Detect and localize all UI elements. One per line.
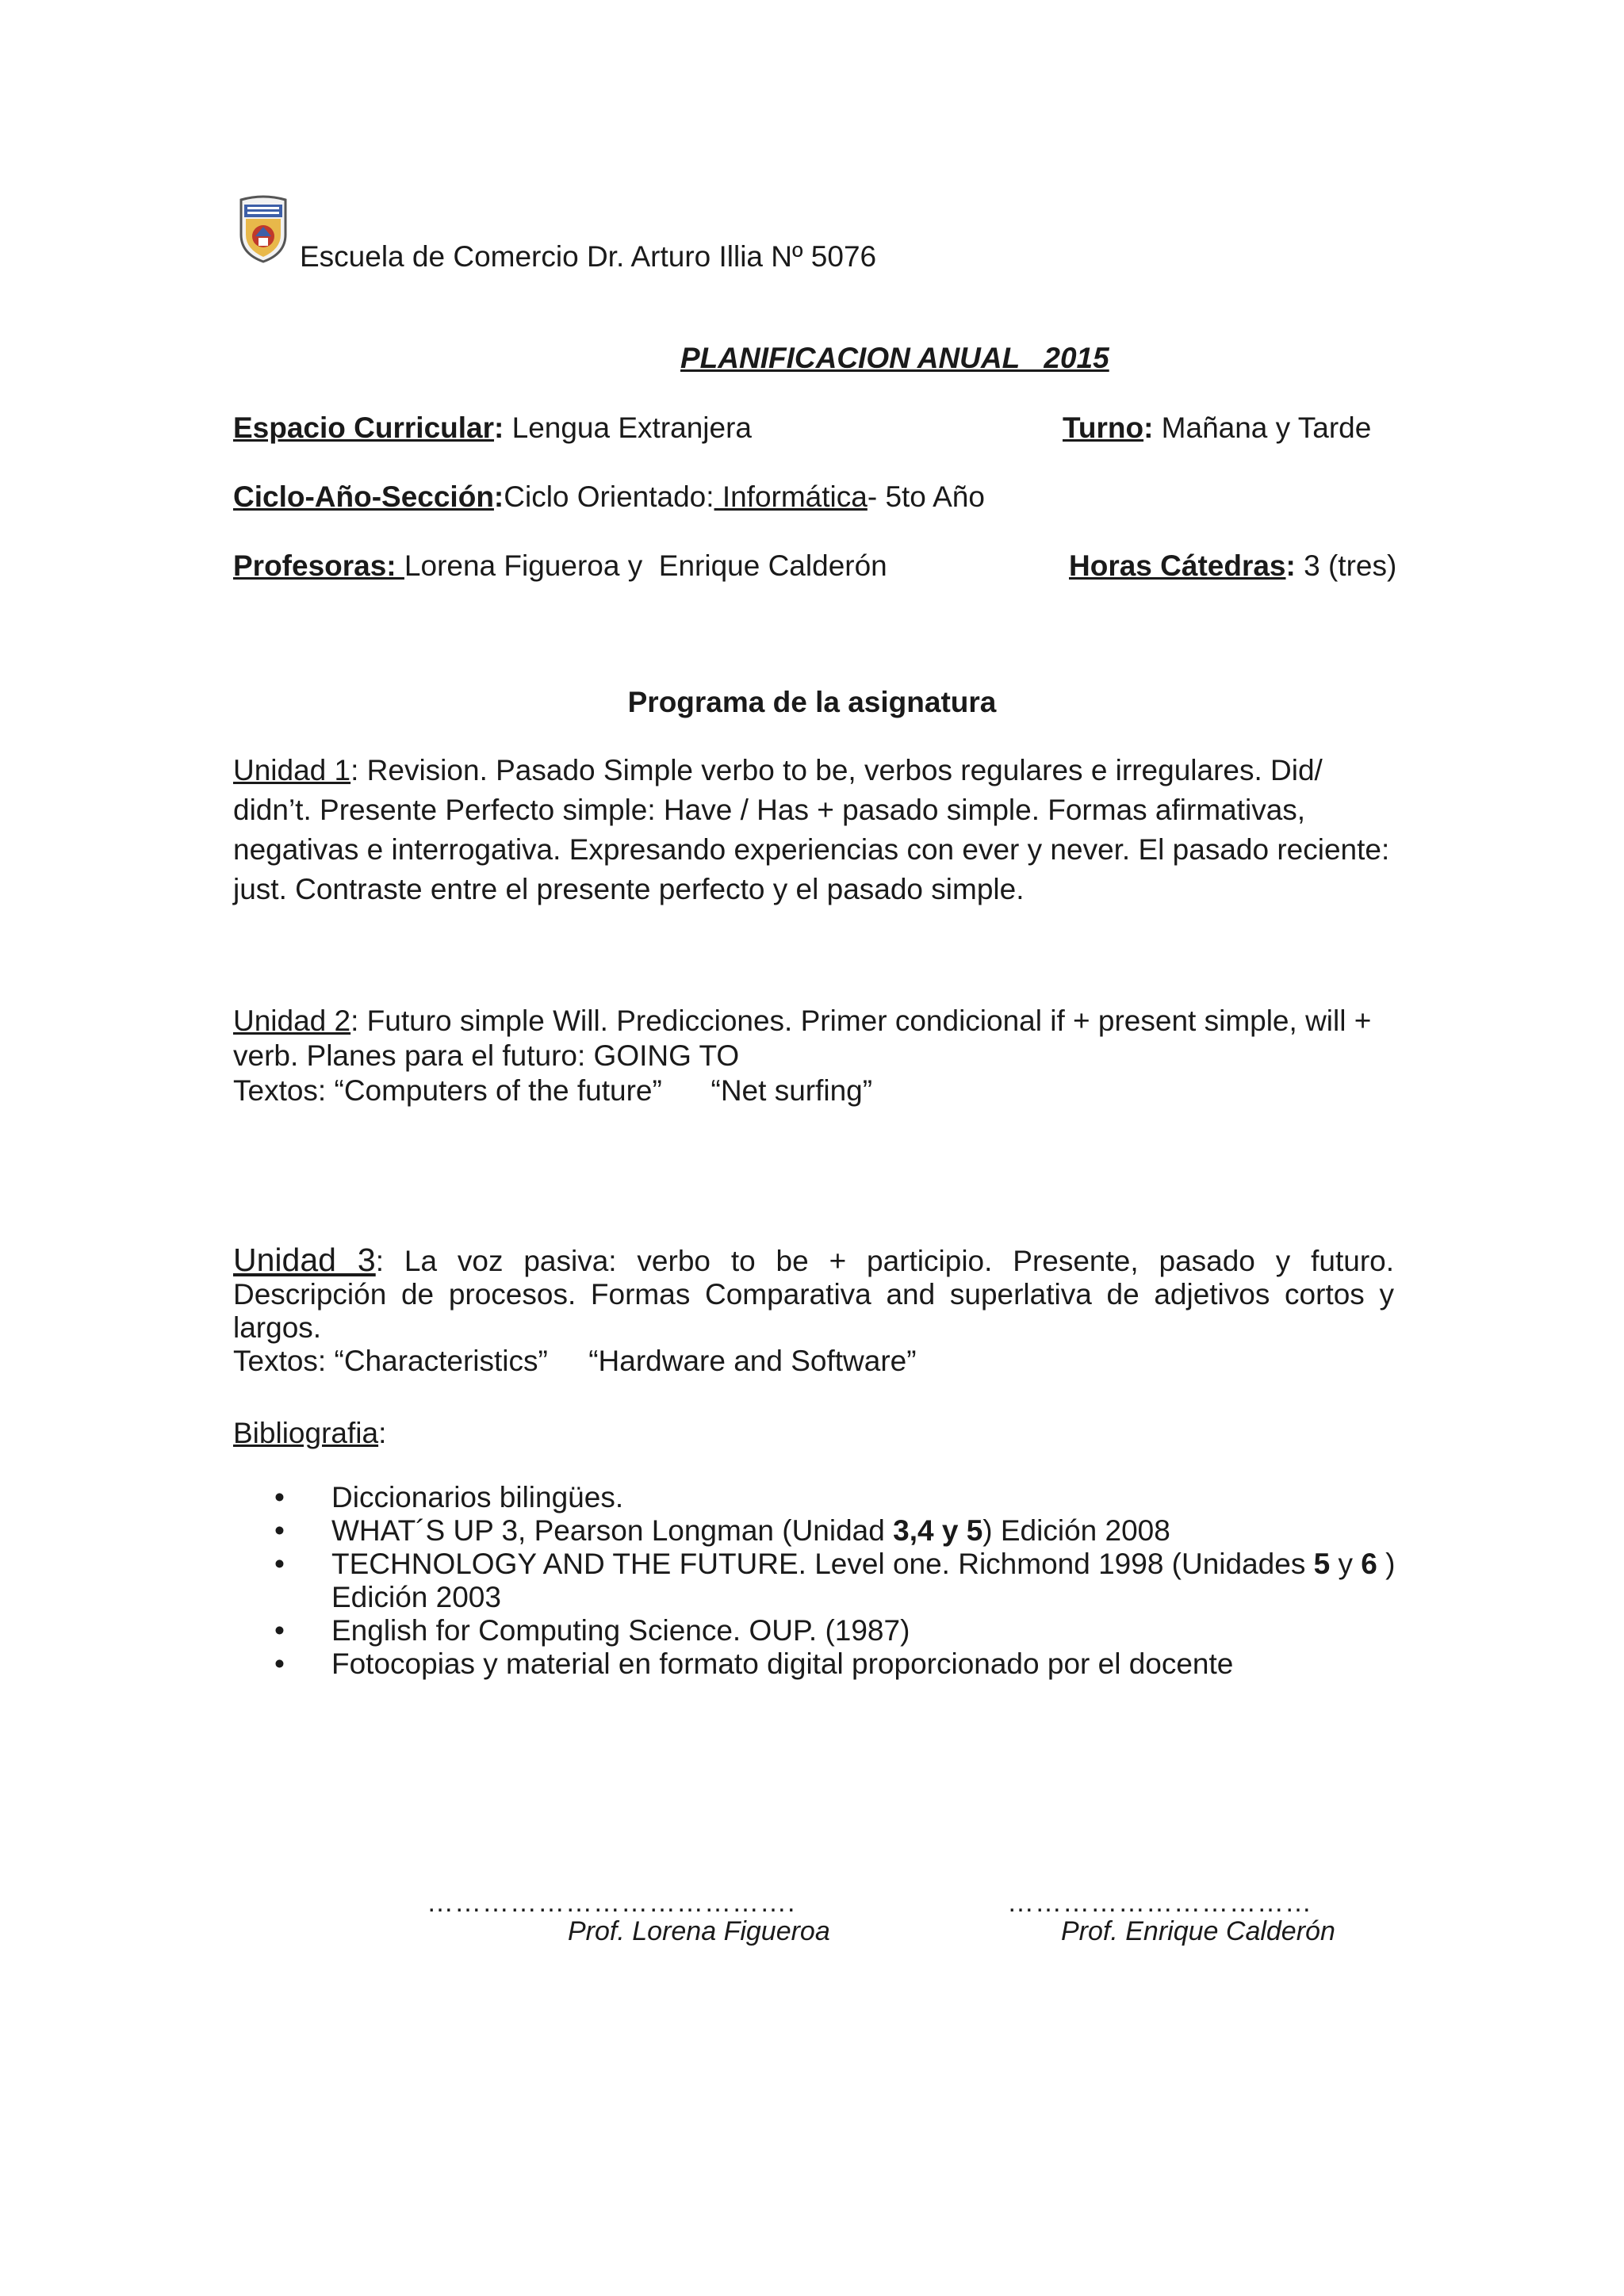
ciclo-suffix: - 5to Año [867, 480, 985, 513]
list-item-bold: 6 [1361, 1548, 1377, 1580]
programa-title: Programa de la asignatura [627, 686, 997, 718]
list-item [274, 1614, 1400, 1647]
bullet-icon: • [274, 1614, 285, 1647]
list-item-post: ) Edición 2008 [982, 1514, 1170, 1547]
bullet-icon: • [274, 1481, 285, 1513]
bibliografia-heading [233, 1416, 386, 1451]
list-item-mid: y [1330, 1548, 1362, 1580]
turno-row [1063, 411, 1371, 446]
bullet-icon: • [274, 1514, 285, 1547]
unit-2 [233, 1004, 1394, 1108]
list-item-text: Fotocopias y material en formato digital proporcionado por el docente [331, 1647, 1234, 1680]
signature-line-2: …………………………… [1007, 1888, 1312, 1918]
horas-label: Horas Cátedras [1069, 549, 1286, 582]
signature-name-1: Prof. Lorena Figueroa [568, 1916, 830, 1946]
horas-value: 3 (tres) [1295, 549, 1397, 582]
list-item [274, 1481, 1400, 1514]
school-crest-icon [236, 195, 290, 263]
unit-2-text: : Futuro simple Will. Predicciones. Primer condicional if + present simple, will + verb. Planes para el futuro: GOING TO [233, 1004, 1372, 1072]
bibliografia-colon: : [378, 1417, 387, 1449]
unit-3-label: Unidad 3 [233, 1242, 376, 1278]
signature-name-2: Prof. Enrique Calderón [1061, 1916, 1335, 1946]
list-item [274, 1548, 1400, 1614]
ciclo-row [233, 480, 985, 515]
unit-2-label: Unidad 2 [233, 1004, 351, 1037]
unit-3-text: : La voz pasiva: verbo to be + participio. Presente, pasado y futuro. Descripción de procesos. Formas Comparativa and superlativa de adjetivos cortos y largos. [233, 1245, 1395, 1344]
espacio-curricular-row [233, 411, 752, 446]
list-item-post: ) Edición 2003 [331, 1548, 1396, 1613]
list-item [274, 1647, 1400, 1681]
list-item-text: Diccionarios bilingües. [331, 1481, 624, 1513]
bullet-icon: • [274, 1548, 285, 1580]
profesoras-label: Profesoras: [233, 549, 404, 582]
profesoras-value: Lorena Figueroa y Enrique Calderón [404, 549, 887, 582]
ciclo-prefix: Ciclo Orientado: [504, 480, 714, 513]
unit-2-textos: Textos: “Computers of the future” “Net surfing” [233, 1074, 873, 1107]
page-title: PLANIFICACION ANUAL 2015 [680, 342, 1109, 374]
list-item-pre: TECHNOLOGY AND THE FUTURE. Level one. Richmond 1998 (Unidades [331, 1548, 1314, 1580]
school-name: Escuela de Comercio Dr. Arturo Illia Nº 5076 [300, 240, 877, 273]
signature-line-1: …………………………………. [427, 1888, 796, 1918]
bibliografia-label: Bibliografia [233, 1417, 379, 1449]
profesoras-row [233, 549, 887, 584]
ciclo-orientation: Informática [714, 480, 868, 513]
ciclo-label: Ciclo-Año-Sección [233, 480, 494, 513]
bibliografia-list [274, 1481, 1400, 1681]
espacio-label: Espacio Curricular [233, 411, 495, 444]
ciclo-colon: : [493, 480, 504, 513]
list-item-bold: 5 [1313, 1548, 1331, 1580]
horas-colon: : [1285, 549, 1296, 582]
horas-row [1069, 549, 1396, 584]
espacio-value: Lengua Extranjera [504, 411, 753, 444]
turno-colon: : [1143, 411, 1154, 444]
list-item-bold: 3,4 y 5 [893, 1514, 983, 1547]
unit-1-label: Unidad 1 [233, 754, 351, 786]
list-item-text: English for Computing Science. OUP. (1987) [331, 1614, 910, 1647]
list-item-pre: WHAT´S UP 3, Pearson Longman (Unidad [331, 1514, 894, 1547]
unit-3-textos: Textos: “Characteristics” “Hardware and Software” [233, 1345, 917, 1377]
unit-1-text: : Revision. Pasado Simple verbo to be, verbos regulares e irregulares. Did/ didn’t. Presente Perfecto simple: Have / Has + pasado simple. Formas afirmativas, negativas e interrogativa. Expresando experiencias con ever y never. El pasado reciente: just. Contraste entre el presente perfecto y el pasado simple. [233, 754, 1390, 905]
turno-value: Mañana y Tarde [1153, 411, 1372, 444]
unit-3 [233, 1243, 1394, 1378]
bullet-icon: • [274, 1647, 285, 1680]
turno-label: Turno [1063, 411, 1144, 444]
unit-1 [233, 751, 1394, 909]
list-item [274, 1514, 1400, 1548]
espacio-colon: : [494, 411, 504, 444]
